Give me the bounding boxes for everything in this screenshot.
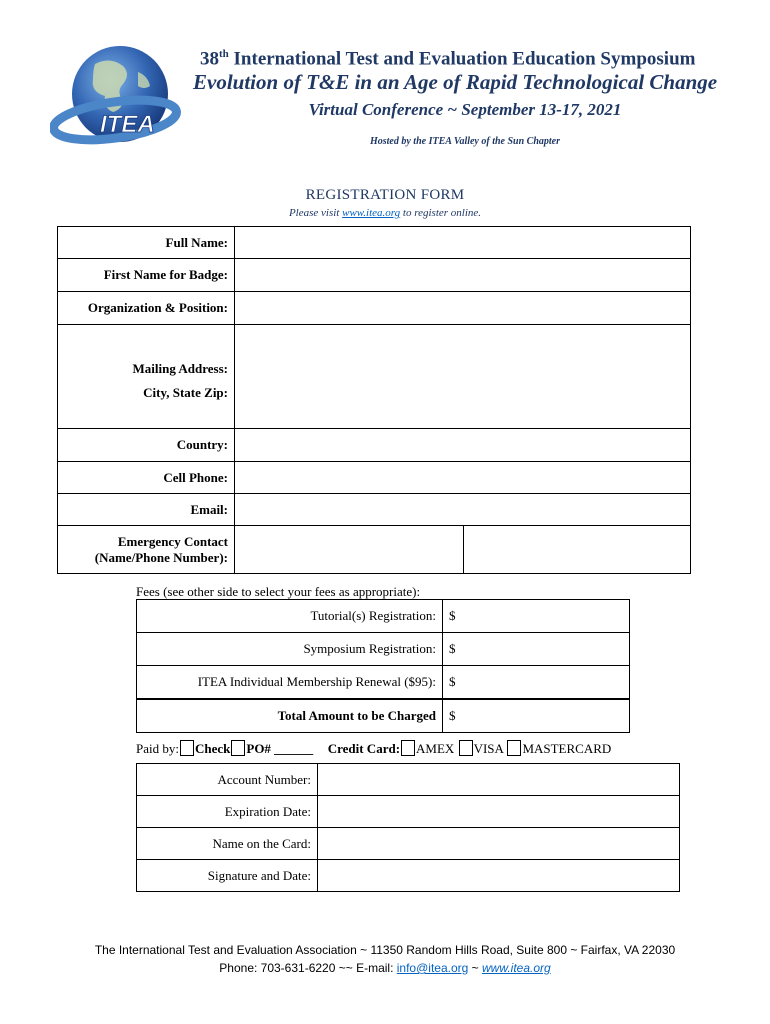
country-field[interactable] [235,429,691,462]
tutorial-fee-field[interactable]: $ [443,600,630,633]
emergency-phone-field[interactable] [464,526,691,574]
footer-contact: Phone: 703-631-6220 ~~ E-mail: info@itea.org ~ www.itea.org [219,961,551,975]
full-name-field[interactable] [235,227,691,259]
total-field[interactable]: $ [443,699,630,733]
cell-phone-field[interactable] [235,462,691,494]
emergency-label-line2: (Name/Phone Number): [94,549,228,565]
card-name-field[interactable] [318,828,680,860]
membership-fee-label: ITEA Individual Membership Renewal ($95): [137,666,443,700]
visa-label: VISA [473,741,504,756]
check-label: Check [194,741,231,756]
email-field[interactable] [235,494,691,526]
paid-by-label: Paid by: [136,741,179,756]
itea-link[interactable]: www.itea.org [342,207,401,219]
full-name-label: Full Name: [58,227,235,259]
visa-checkbox[interactable] [459,740,473,756]
mailing-address-label: Mailing Address: [132,361,228,376]
registrant-table [57,226,691,574]
mastercard-checkbox[interactable] [507,740,521,756]
badge-name-field[interactable] [235,259,691,292]
fees-intro: Fees (see other side to select your fees as appropriate): [136,584,421,599]
footer-address: The International Test and Evaluation Association ~ 11350 Random Hills Road, Suite 800 ~ Fairfax, VA 22030 [94,943,676,957]
signature-label: Signature and Date: [137,860,318,892]
membership-fee-field[interactable]: $ [443,666,630,700]
fees-table [136,599,630,733]
symposium-fee-field[interactable]: $ [443,633,630,666]
tutorial-fee-label: Tutorial(s) Registration: [137,600,443,633]
check-checkbox[interactable] [180,740,194,756]
emergency-label-line1: Emergency Contact [117,533,228,549]
city-state-zip-label: City, State Zip: [143,385,228,400]
email-label: Email: [58,494,235,526]
card-table [136,763,680,892]
account-number-label: Account Number: [137,764,318,796]
organization-field[interactable] [235,292,691,325]
mastercard-label: MASTERCARD [522,741,612,756]
address-field[interactable] [235,325,691,429]
emergency-name-field[interactable] [235,526,464,574]
account-number-field[interactable] [318,764,680,796]
conference-subtitle: Virtual Conference ~ September 13-17, 2021 [308,100,622,119]
badge-name-label: First Name for Badge: [58,259,235,292]
address-label [58,325,235,429]
footer-email-link[interactable]: info@itea.org [396,961,469,975]
total-label: Total Amount to be Charged [137,699,443,733]
organization-label: Organization & Position: [58,292,235,325]
itea-globe-logo [50,42,185,154]
credit-card-label: Credit Card: [327,741,401,756]
expiration-label: Expiration Date: [137,796,318,828]
visit-note: Please visit www.itea.org to register online. [288,207,482,219]
expiration-field[interactable] [318,796,680,828]
signature-field[interactable] [318,860,680,892]
form-title: REGISTRATION FORM [305,187,465,203]
logo-text: ITEA [100,111,155,138]
footer-web-link[interactable]: www.itea.org [482,961,551,975]
po-label: PO# ______ [246,741,314,756]
hosted-by: Hosted by the ITEA Valley of the Sun Chapter [369,136,561,147]
country-label: Country: [58,429,235,462]
amex-label: AMEX [416,741,455,756]
symposium-title: 38th International Test and Evaluation Education Symposium [200,48,696,70]
cell-phone-label: Cell Phone: [58,462,235,494]
payment-method-row [136,740,756,756]
symposium-fee-label: Symposium Registration: [137,633,443,666]
amex-checkbox[interactable] [401,740,415,756]
theme-title: Evolution of T&E in an Age of Rapid Technological Change [193,70,718,94]
card-name-label: Name on the Card: [137,828,318,860]
emergency-contact-label [58,526,235,574]
po-checkbox[interactable] [231,740,245,756]
